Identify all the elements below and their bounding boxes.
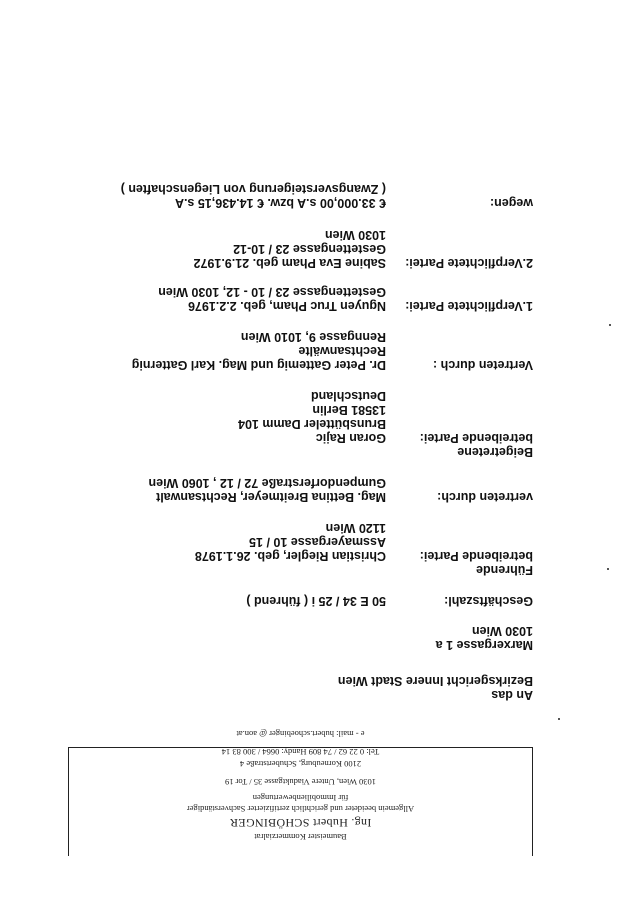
rep2-label: Vertreten durch : xyxy=(432,358,533,372)
letterhead-address-korneuburg: 2100 Korneuburg, Schubertstraße 4 xyxy=(239,759,362,769)
leading-party-street: Assmayergasse 10 / 15 xyxy=(249,535,386,549)
leading-party-name: Christian Riegler, geb. 26.1.1978 xyxy=(194,549,386,563)
letterhead-name: Ing. Hubert SCHÖBINGER xyxy=(229,816,372,830)
letterhead-email: e - mail: hubert.schoebinger @ aon.at xyxy=(236,729,365,739)
rep1-name: Mag. Bettina Breitmeyer, Rechtsanwalt xyxy=(156,490,386,504)
letterhead-specialty: für Immobilienbewertungen xyxy=(252,793,349,803)
obligor1-address: Gestettengasse 23 / 10 - 12, 1030 Wien xyxy=(158,285,386,299)
rep2-role: Rechtsanwälte xyxy=(298,344,386,358)
rep2-address: Renngasse 9, 1010 Wien xyxy=(240,330,386,344)
case-number-value: 50 E 34 / 25 i ( führend ) xyxy=(246,594,386,608)
obligor2-street: Gestettengasse 23 / 10-12 xyxy=(233,242,386,256)
recipient-city: 1030 Wien xyxy=(471,624,533,638)
obligor1-label: 1.Verpflichtete Partei: xyxy=(405,299,533,313)
obligor2-name: Sabine Eva Pham geb. 21.9.1972 xyxy=(193,256,386,270)
claim-reason: ( Zwangsversteigerung von Liegenschaften ) xyxy=(120,182,386,196)
scan-speck xyxy=(609,324,611,326)
obligor2-city: 1030 Wien xyxy=(324,228,386,242)
letterhead-address-vienna: 1030 Wien, Untere Viaduktgasse 35 / Tor 19 xyxy=(224,777,377,787)
leading-party-label: betreibende Partei: xyxy=(419,549,533,563)
scan-speck xyxy=(558,718,560,720)
leading-party-city: 1120 Wien xyxy=(325,521,386,535)
letterhead-phones: Tel: 0 22 62 / 74 809 Handy: 0664 / 300 83 14 xyxy=(221,747,380,757)
leading-party-heading: Führende xyxy=(476,563,533,577)
scan-speck xyxy=(607,568,609,570)
claim-label: wegen: xyxy=(489,196,533,210)
recipient-street: Marxergasse 1 a xyxy=(435,638,533,652)
rep1-label: vertreten durch: xyxy=(437,490,533,504)
letterhead-title: Baumeister Kommerzialrat xyxy=(254,832,347,842)
claim-amount: € 33.000,00 s.A bzw. € 14.436,15 s.A xyxy=(174,196,386,210)
joined-party-country: Deutschland xyxy=(310,389,386,403)
rep1-address: Gumpendorferstraße 72 / 12 , 1060 Wien xyxy=(148,476,386,490)
joined-party-name: Goran Rajic xyxy=(315,431,386,445)
rep2-name: Dr. Peter Gattemig und Mag. Karl Gatternig xyxy=(131,358,386,372)
joined-party-heading: Beigetretene xyxy=(457,445,533,459)
letterhead-box xyxy=(68,729,533,856)
obligor1-name: Nguyen Truc Pham, geb. 2.2.1976 xyxy=(188,299,386,313)
joined-party-street: Brunsbütteler Damm 104 xyxy=(238,417,386,431)
joined-party-city: 13581 Berlin xyxy=(312,403,386,417)
recipient-court: Bezirksgericht Innere Stadt Wien xyxy=(337,674,533,688)
letterhead-qualification: Allgemein beeideter und gerichtlich zertifizierter Sachverständiger xyxy=(186,804,415,814)
joined-party-label: betreibende Partei: xyxy=(419,431,533,445)
recipient-salutation: An das xyxy=(491,688,533,702)
case-number-label: Geschäftszahl: xyxy=(444,594,533,608)
obligor2-label: 2.Verpflichtete Partei: xyxy=(405,256,533,270)
